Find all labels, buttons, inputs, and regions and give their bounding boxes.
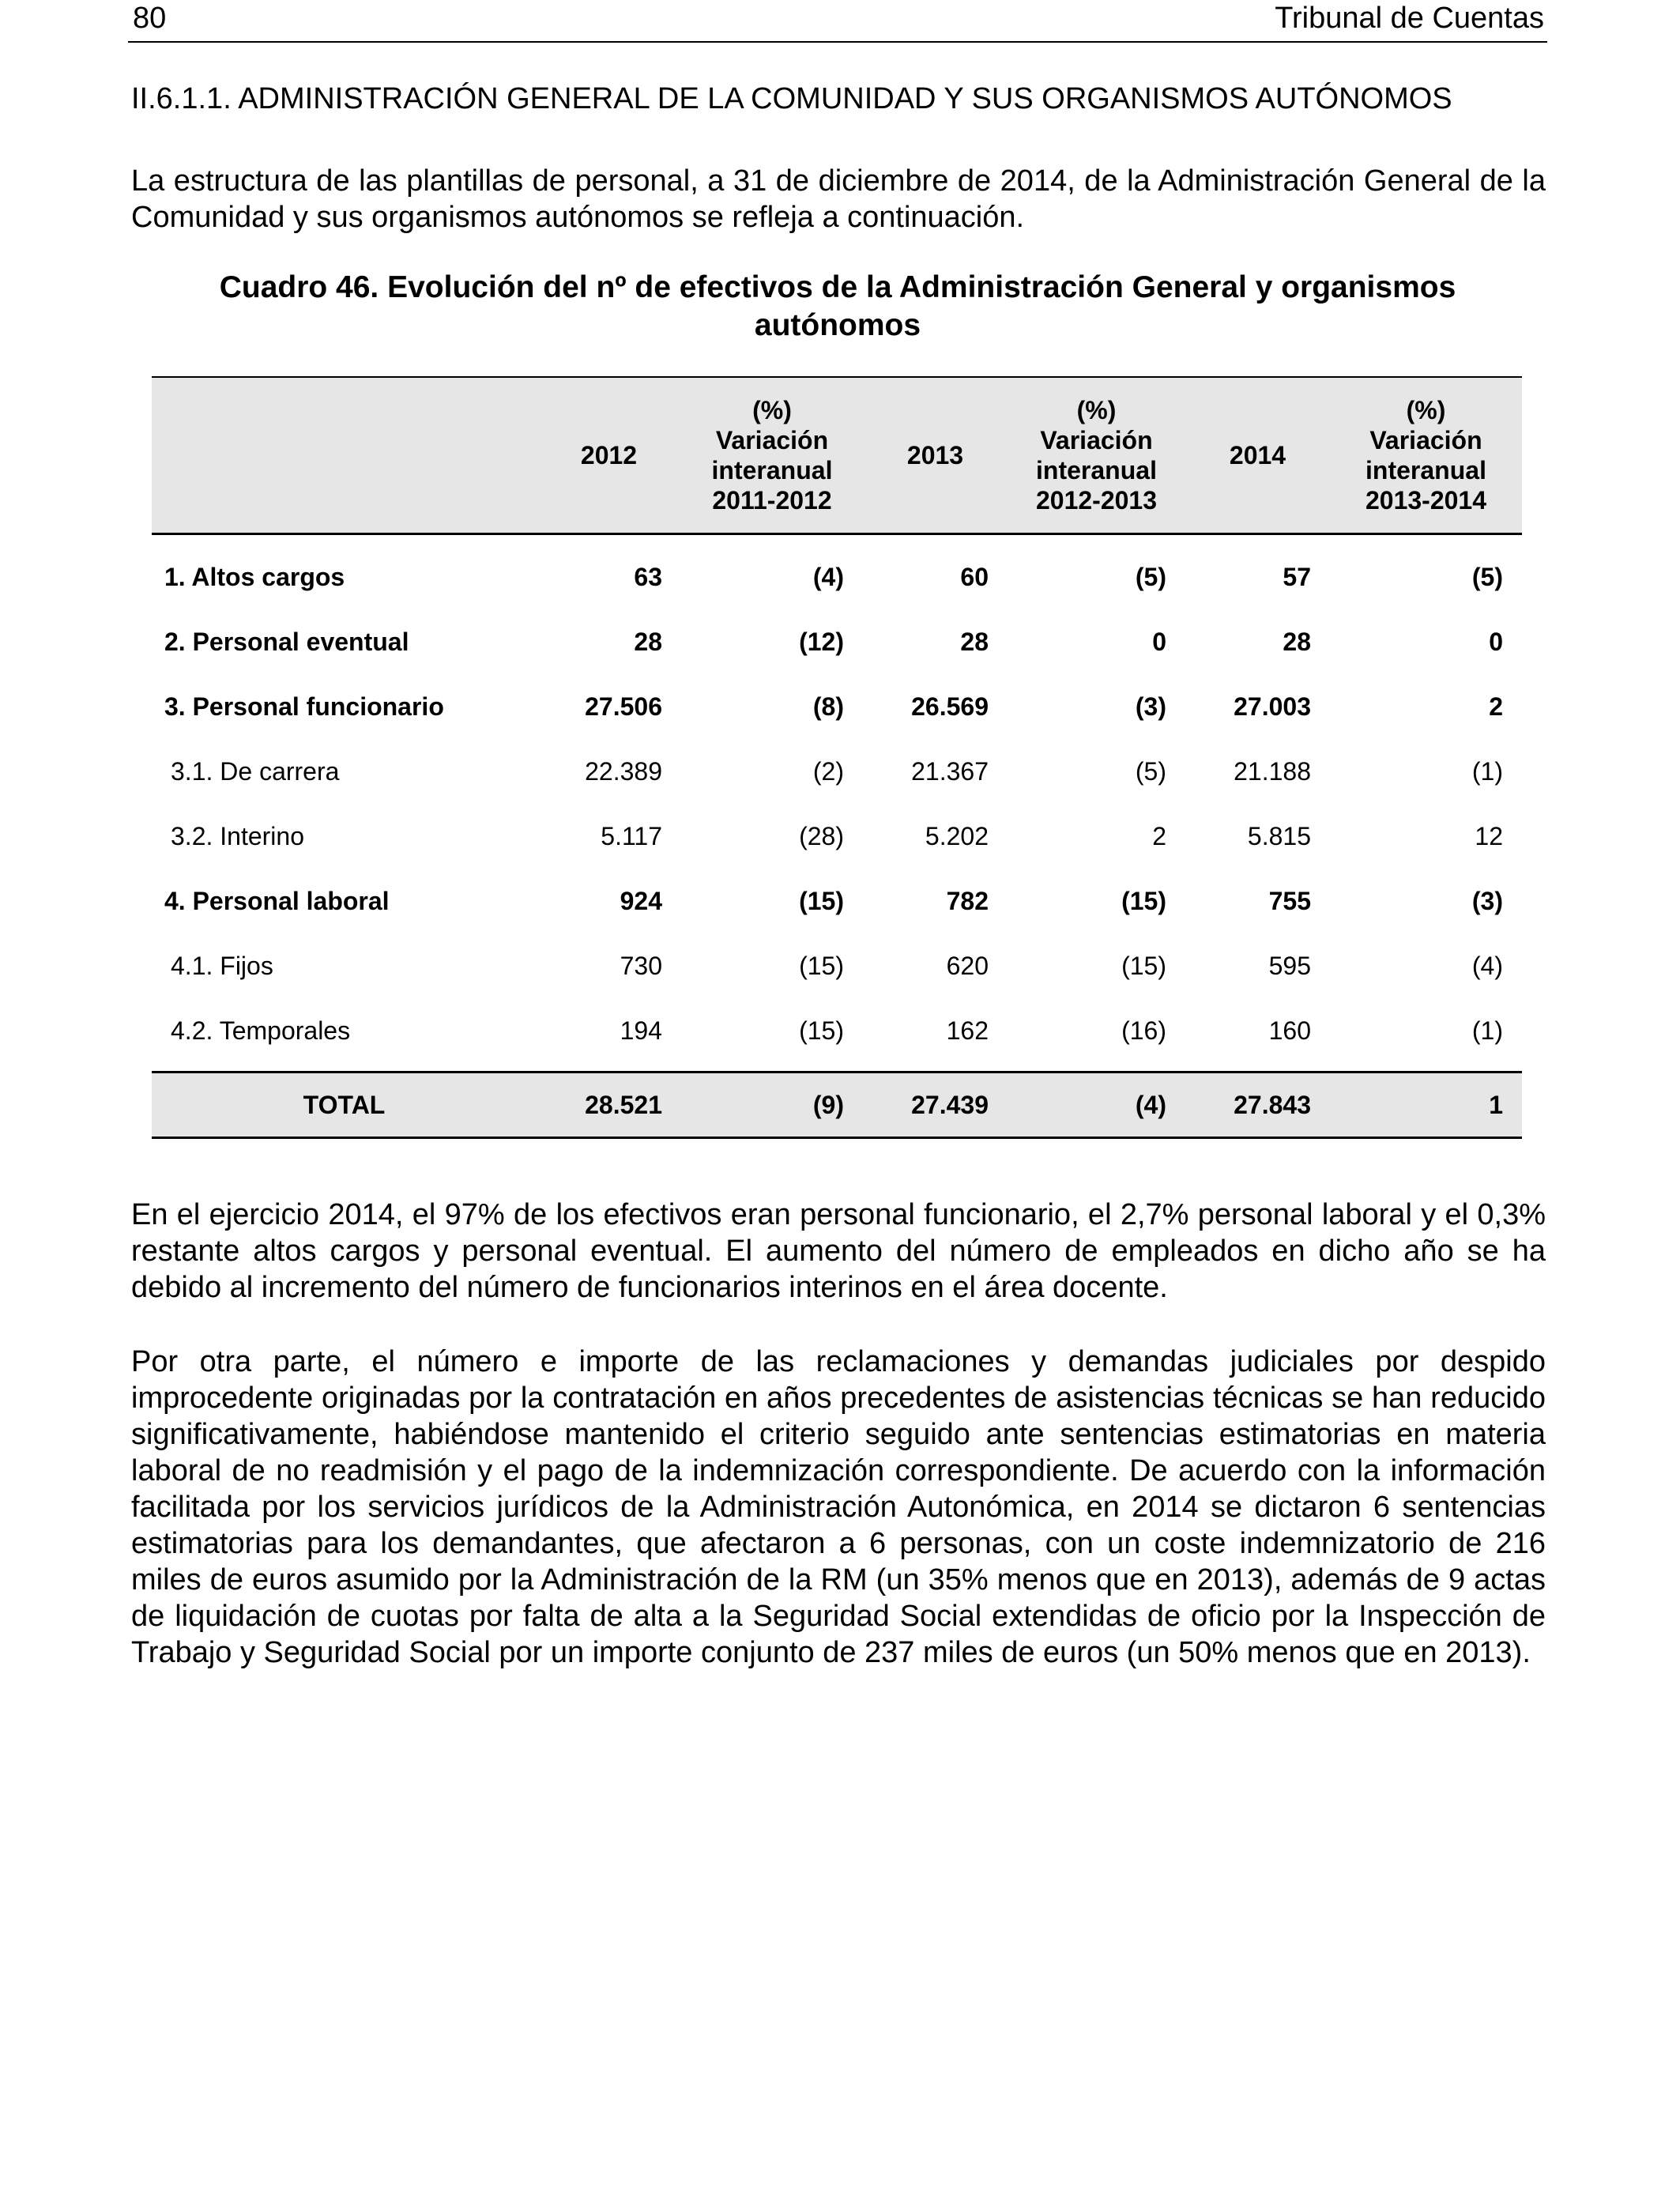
cell-value: 194: [620, 1016, 662, 1045]
table-row: [152, 869, 1522, 933]
cell-value: 2: [1489, 692, 1503, 721]
cell-value: (16): [1121, 1016, 1166, 1045]
cell-value: (3): [1135, 692, 1166, 721]
row-label: 3.2. Interino: [171, 821, 304, 850]
cell-value: 782: [946, 886, 989, 915]
body-paragraph-2: En el ejercicio 2014, el 97% de los efectivos eran personal funcionario, el 2,7% personal laboral y el 0,3% restante altos cargos y personal eventual. El aumento del número de empleados en dicho año se ha debido al incremento del número de funcionarios interinos en el área docente.: [131, 1198, 1546, 1304]
cell-value: 5.815: [1247, 821, 1311, 850]
cell-value: 60: [960, 562, 989, 591]
cell-value: 63: [634, 562, 662, 591]
cell-value: 21.367: [911, 756, 989, 786]
cell-value: 0: [1152, 627, 1166, 656]
cell-value: (15): [799, 1016, 844, 1045]
cell-value: 620: [946, 951, 989, 980]
header-variation-2012-2013: (%) Variación interanual 2012-2013: [1008, 377, 1185, 534]
cell-value: (4): [812, 562, 844, 591]
cell-value: (5): [1135, 756, 1166, 786]
header-2013: 2013: [863, 377, 1008, 534]
cell-value: 755: [1268, 886, 1311, 915]
cell-value: 28: [634, 627, 662, 656]
header-variation-2011-2012: (%) Variación interanual 2011-2012: [681, 377, 863, 534]
page-header: [128, 0, 1547, 43]
row-label: 3.1. De carrera: [171, 756, 340, 786]
cell-value: 22.389: [585, 756, 662, 786]
table-row: [152, 674, 1522, 739]
header-empty-cell: [152, 377, 537, 534]
cell-value: (5): [1471, 562, 1503, 591]
cell-value: 28: [960, 627, 989, 656]
cell-value: (15): [1121, 951, 1166, 980]
section-title: II.6.1.1. ADMINISTRACIÓN GENERAL DE LA COMUNIDAD Y SUS ORGANISMOS AUTÓNOMOS: [131, 82, 1452, 115]
total-value: 1: [1330, 1072, 1522, 1138]
header-2012: 2012: [537, 377, 681, 534]
total-value: (4): [1008, 1072, 1185, 1138]
total-value: 28.521: [537, 1072, 681, 1138]
cell-value: (8): [812, 692, 844, 721]
cell-value: 924: [620, 886, 662, 915]
total-value: 27.439: [863, 1072, 1008, 1138]
cell-value: 730: [620, 951, 662, 980]
table-row: [152, 534, 1522, 610]
cell-value: 21.188: [1234, 756, 1311, 786]
row-label: 4.1. Fijos: [171, 951, 273, 980]
intro-paragraph: La estructura de las plantillas de personal, a 31 de diciembre de 2014, de la Administración General de la Comunidad y sus organismos autónomos se refleja a continuación.: [131, 164, 1546, 234]
cell-value: (5): [1135, 562, 1166, 591]
table-row: [152, 739, 1522, 804]
header-variation-2013-2014: (%) Variación interanual 2013-2014: [1330, 377, 1522, 534]
header-2014: 2014: [1185, 377, 1330, 534]
table-row: [152, 804, 1522, 869]
row-label: 2. Personal eventual: [164, 627, 409, 656]
cell-value: (28): [799, 821, 844, 850]
cell-value: 162: [946, 1016, 989, 1045]
table-row: [152, 998, 1522, 1072]
cell-value: 27.003: [1234, 692, 1311, 721]
body-paragraph-3: Por otra parte, el número e importe de las reclamaciones y demandas judiciales por despido improcedente originadas por la contratación en años precedentes de asistencias técnicas se han reducido significativamente, habiéndose mantenido el criterio seguido ante sentencias estimatorias en materia laboral de no readmisión y el pago de la indemnización correspondiente. De acuerdo con la información facilitada por los servicios jurídicos de la Administración Autonómica, en 2014 se dictaron 6 sentencias estimatorias para los demandantes, que afectaron a 6 personas, con un coste indemnizatorio de 216 miles de euros asumido por la Administración de la RM (un 35% menos que en 2013), además de 9 actas de liquidación de cuotas por falta de alta a la Seguridad Social extendidas de oficio por la Inspección de Trabajo y Seguridad Social por un importe conjunto de 237 miles de euros (un 50% menos que en 2013).: [131, 1345, 1546, 1669]
personnel-table: [152, 376, 1522, 1139]
row-label: 4.2. Temporales: [171, 1016, 351, 1045]
table-caption: Cuadro 46. Evolución del nº de efectivos de la Administración General y organismos autónomos: [219, 270, 1456, 342]
total-value: 27.843: [1185, 1072, 1330, 1138]
cell-value: 0: [1489, 627, 1503, 656]
cell-value: 595: [1268, 951, 1311, 980]
cell-value: 5.202: [925, 821, 989, 850]
cell-value: 27.506: [585, 692, 662, 721]
cell-value: (3): [1471, 886, 1503, 915]
cell-value: (15): [799, 951, 844, 980]
row-label: 3. Personal funcionario: [164, 692, 444, 721]
cell-value: 12: [1475, 821, 1503, 850]
row-label: 4. Personal laboral: [164, 886, 390, 915]
total-label: TOTAL: [152, 1072, 537, 1138]
row-label: 1. Altos cargos: [164, 562, 345, 591]
cell-value: 160: [1268, 1016, 1311, 1045]
cell-value: (1): [1471, 756, 1503, 786]
cell-value: 28: [1283, 627, 1311, 656]
table-header-row: [152, 377, 1522, 534]
table-total-row: [152, 1072, 1522, 1138]
cell-value: 2: [1152, 821, 1166, 850]
total-value: (9): [681, 1072, 863, 1138]
cell-value: (15): [1121, 886, 1166, 915]
cell-value: 57: [1283, 562, 1311, 591]
cell-value: 5.117: [601, 821, 662, 850]
cell-value: (2): [812, 756, 844, 786]
cell-value: (12): [799, 627, 844, 656]
table-row: [152, 933, 1522, 998]
header-title: Tribunal de Cuentas: [1275, 2, 1544, 35]
cell-value: 26.569: [911, 692, 989, 721]
table-row: [152, 609, 1522, 674]
cell-value: (15): [799, 886, 844, 915]
page-number: 80: [133, 2, 167, 35]
cell-value: (1): [1471, 1016, 1503, 1045]
cell-value: (4): [1471, 951, 1503, 980]
